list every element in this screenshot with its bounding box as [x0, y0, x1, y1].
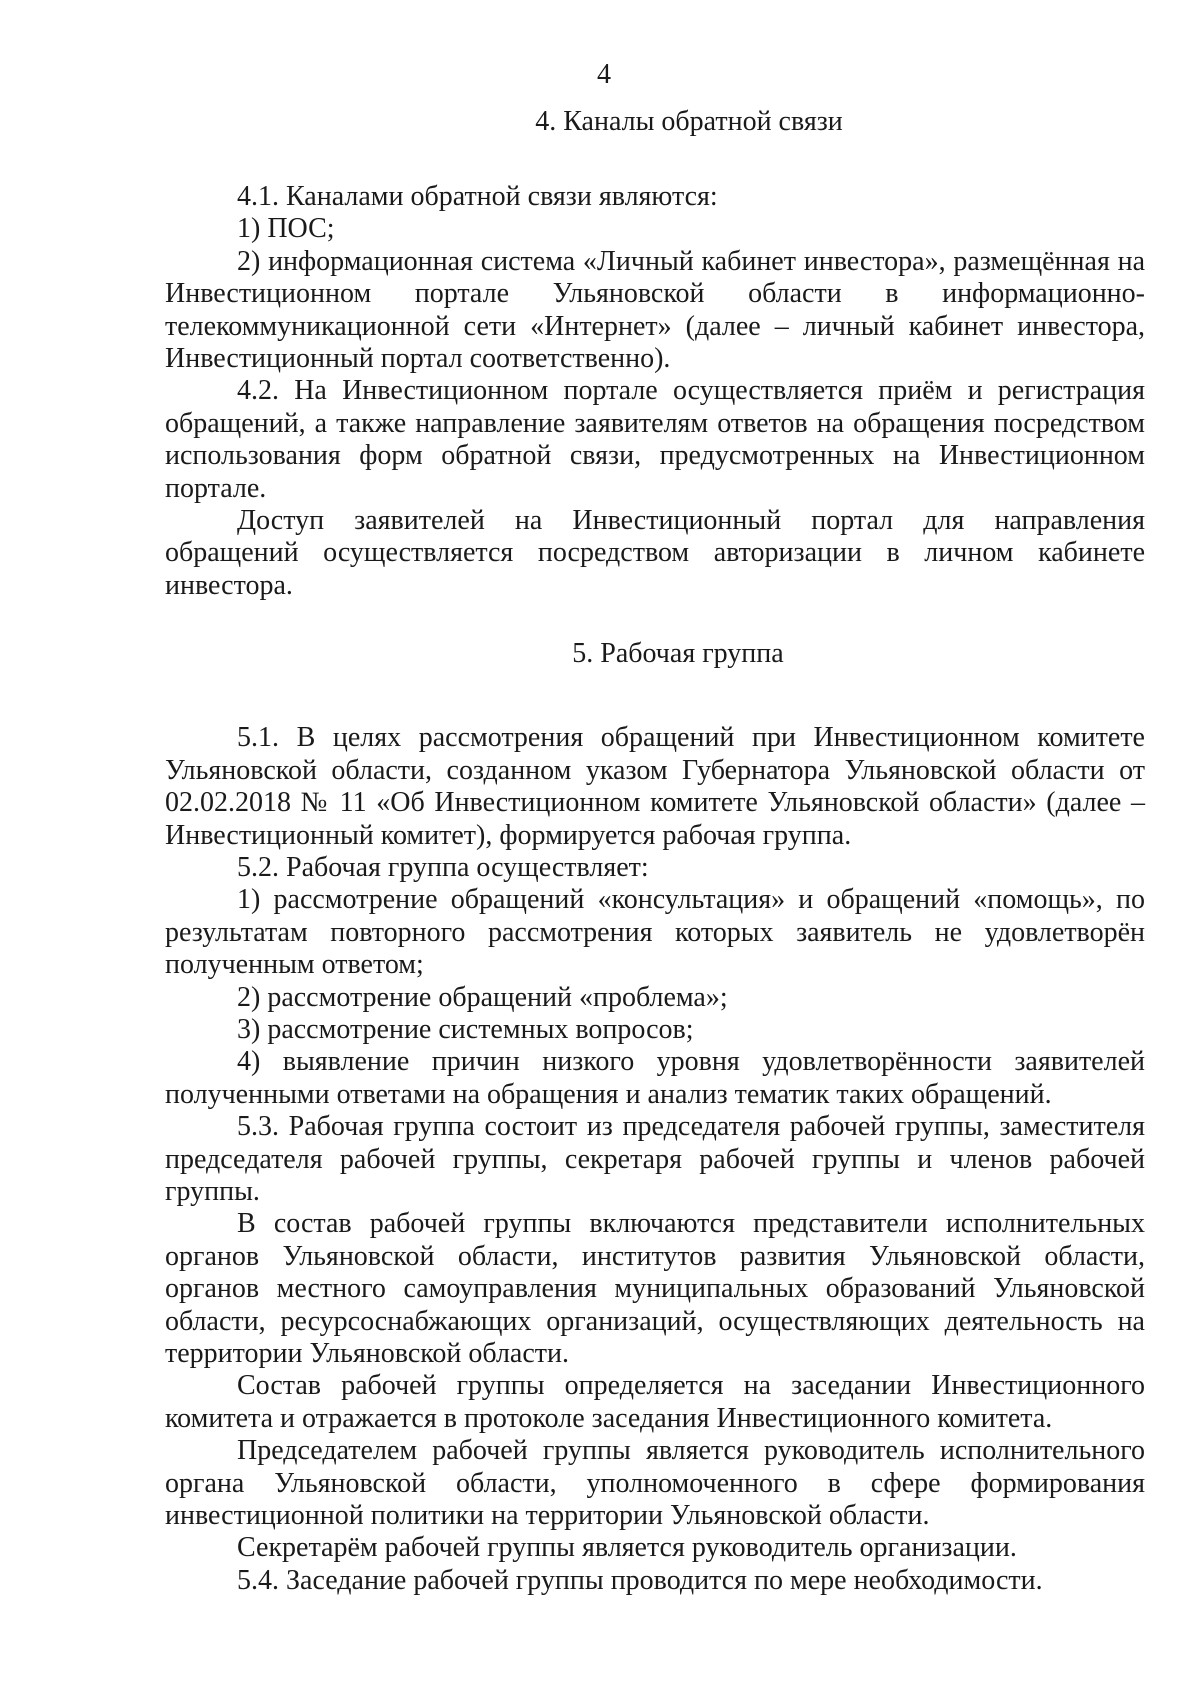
paragraph-5-2: 5.2. Рабочая группа осуществляет:	[237, 851, 649, 883]
paragraph-4-1: 4.1. Каналами обратной связи являются:	[237, 181, 718, 212]
list-item-5-2-1: 1) рассмотрение обращений «консультация» и обращений «помощь», по результатам повторного рассмотрения которых заявитель не удовлетворён полученным ответом;	[165, 884, 1145, 981]
list-item-5-2-4: 4) выявление причин низкого уровня удовлетворённости заявителей полученными ответами на обращения и анализ тематик таких обращений.	[165, 1046, 1145, 1110]
paragraph-5-3-composition: Состав рабочей группы определяется на заседании Инвестиционного комитета и отражается в протоколе заседания Инвестиционного комитета.	[165, 1370, 1145, 1434]
paragraph-5-3-secretary: Секретарём рабочей группы является руководитель организации.	[237, 1532, 1017, 1564]
paragraph-5-1: 5.1. В целях рассмотрения обращений при Инвестиционном комитете Ульяновской области, созданном указом Губернатора Ульяновской области от 02.02.2018 № 11 «Об Инвестиционном комитете Ульяновской области» (далее – Инвестиционный комитет), формируется рабочая группа.	[165, 722, 1145, 851]
list-item-4-1-2: 2) информационная система «Личный кабинет инвестора», размещённая на Инвестиционном портале Ульяновской области в информационно-телекоммуникационной сети «Интернет» (далее – личный кабинет инвестора, Инвестиционный портал соответственно).	[165, 245, 1145, 375]
paragraph-5-3: 5.3. Рабочая группа состоит из председателя рабочей группы, заместителя председателя рабочей группы, секретаря рабочей группы и членов рабочей группы.	[165, 1111, 1145, 1207]
list-item-5-2-3: 3) рассмотрение системных вопросов;	[237, 1013, 694, 1045]
document-body	[165, 96, 1145, 1597]
paragraph-4-2: 4.2. На Инвестиционном портале осуществляется приём и регистрация обращений, а также направление заявителям ответов на обращения посредством использования форм обратной связи, предусмотренных на Инвестиционном портале.	[165, 375, 1145, 504]
paragraph-4-2-access: Доступ заявителей на Инвестиционный портал для направления обращений осуществляется посредством авторизации в личном кабинете инвестора.	[165, 505, 1145, 601]
page-number: 4	[597, 59, 611, 90]
list-item-4-1-1: 1) ПОС;	[237, 213, 335, 245]
list-item-5-2-2: 2) рассмотрение обращений «проблема»;	[237, 981, 728, 1013]
paragraph-5-3-chairman: Председателем рабочей группы является руководитель исполнительного органа Ульяновской области, уполномоченного в сфере формирования инвестиционной политики на территории Ульяновской области.	[165, 1435, 1145, 1532]
paragraph-5-3-members: В состав рабочей группы включаются представители исполнительных органов Ульяновской области, институтов развития Ульяновской области, органов местного самоуправления муниципальных образований Ульяновской области, ресурсоснабжающих организаций, осуществляющих деятельность на территории Ульяновской области.	[165, 1208, 1145, 1369]
section-4-heading: 4. Каналы обратной связи	[535, 106, 843, 137]
paragraph-5-4: 5.4. Заседание рабочей группы проводится по мере необходимости.	[237, 1564, 1043, 1596]
section-5-heading: 5. Рабочая группа	[572, 638, 784, 670]
